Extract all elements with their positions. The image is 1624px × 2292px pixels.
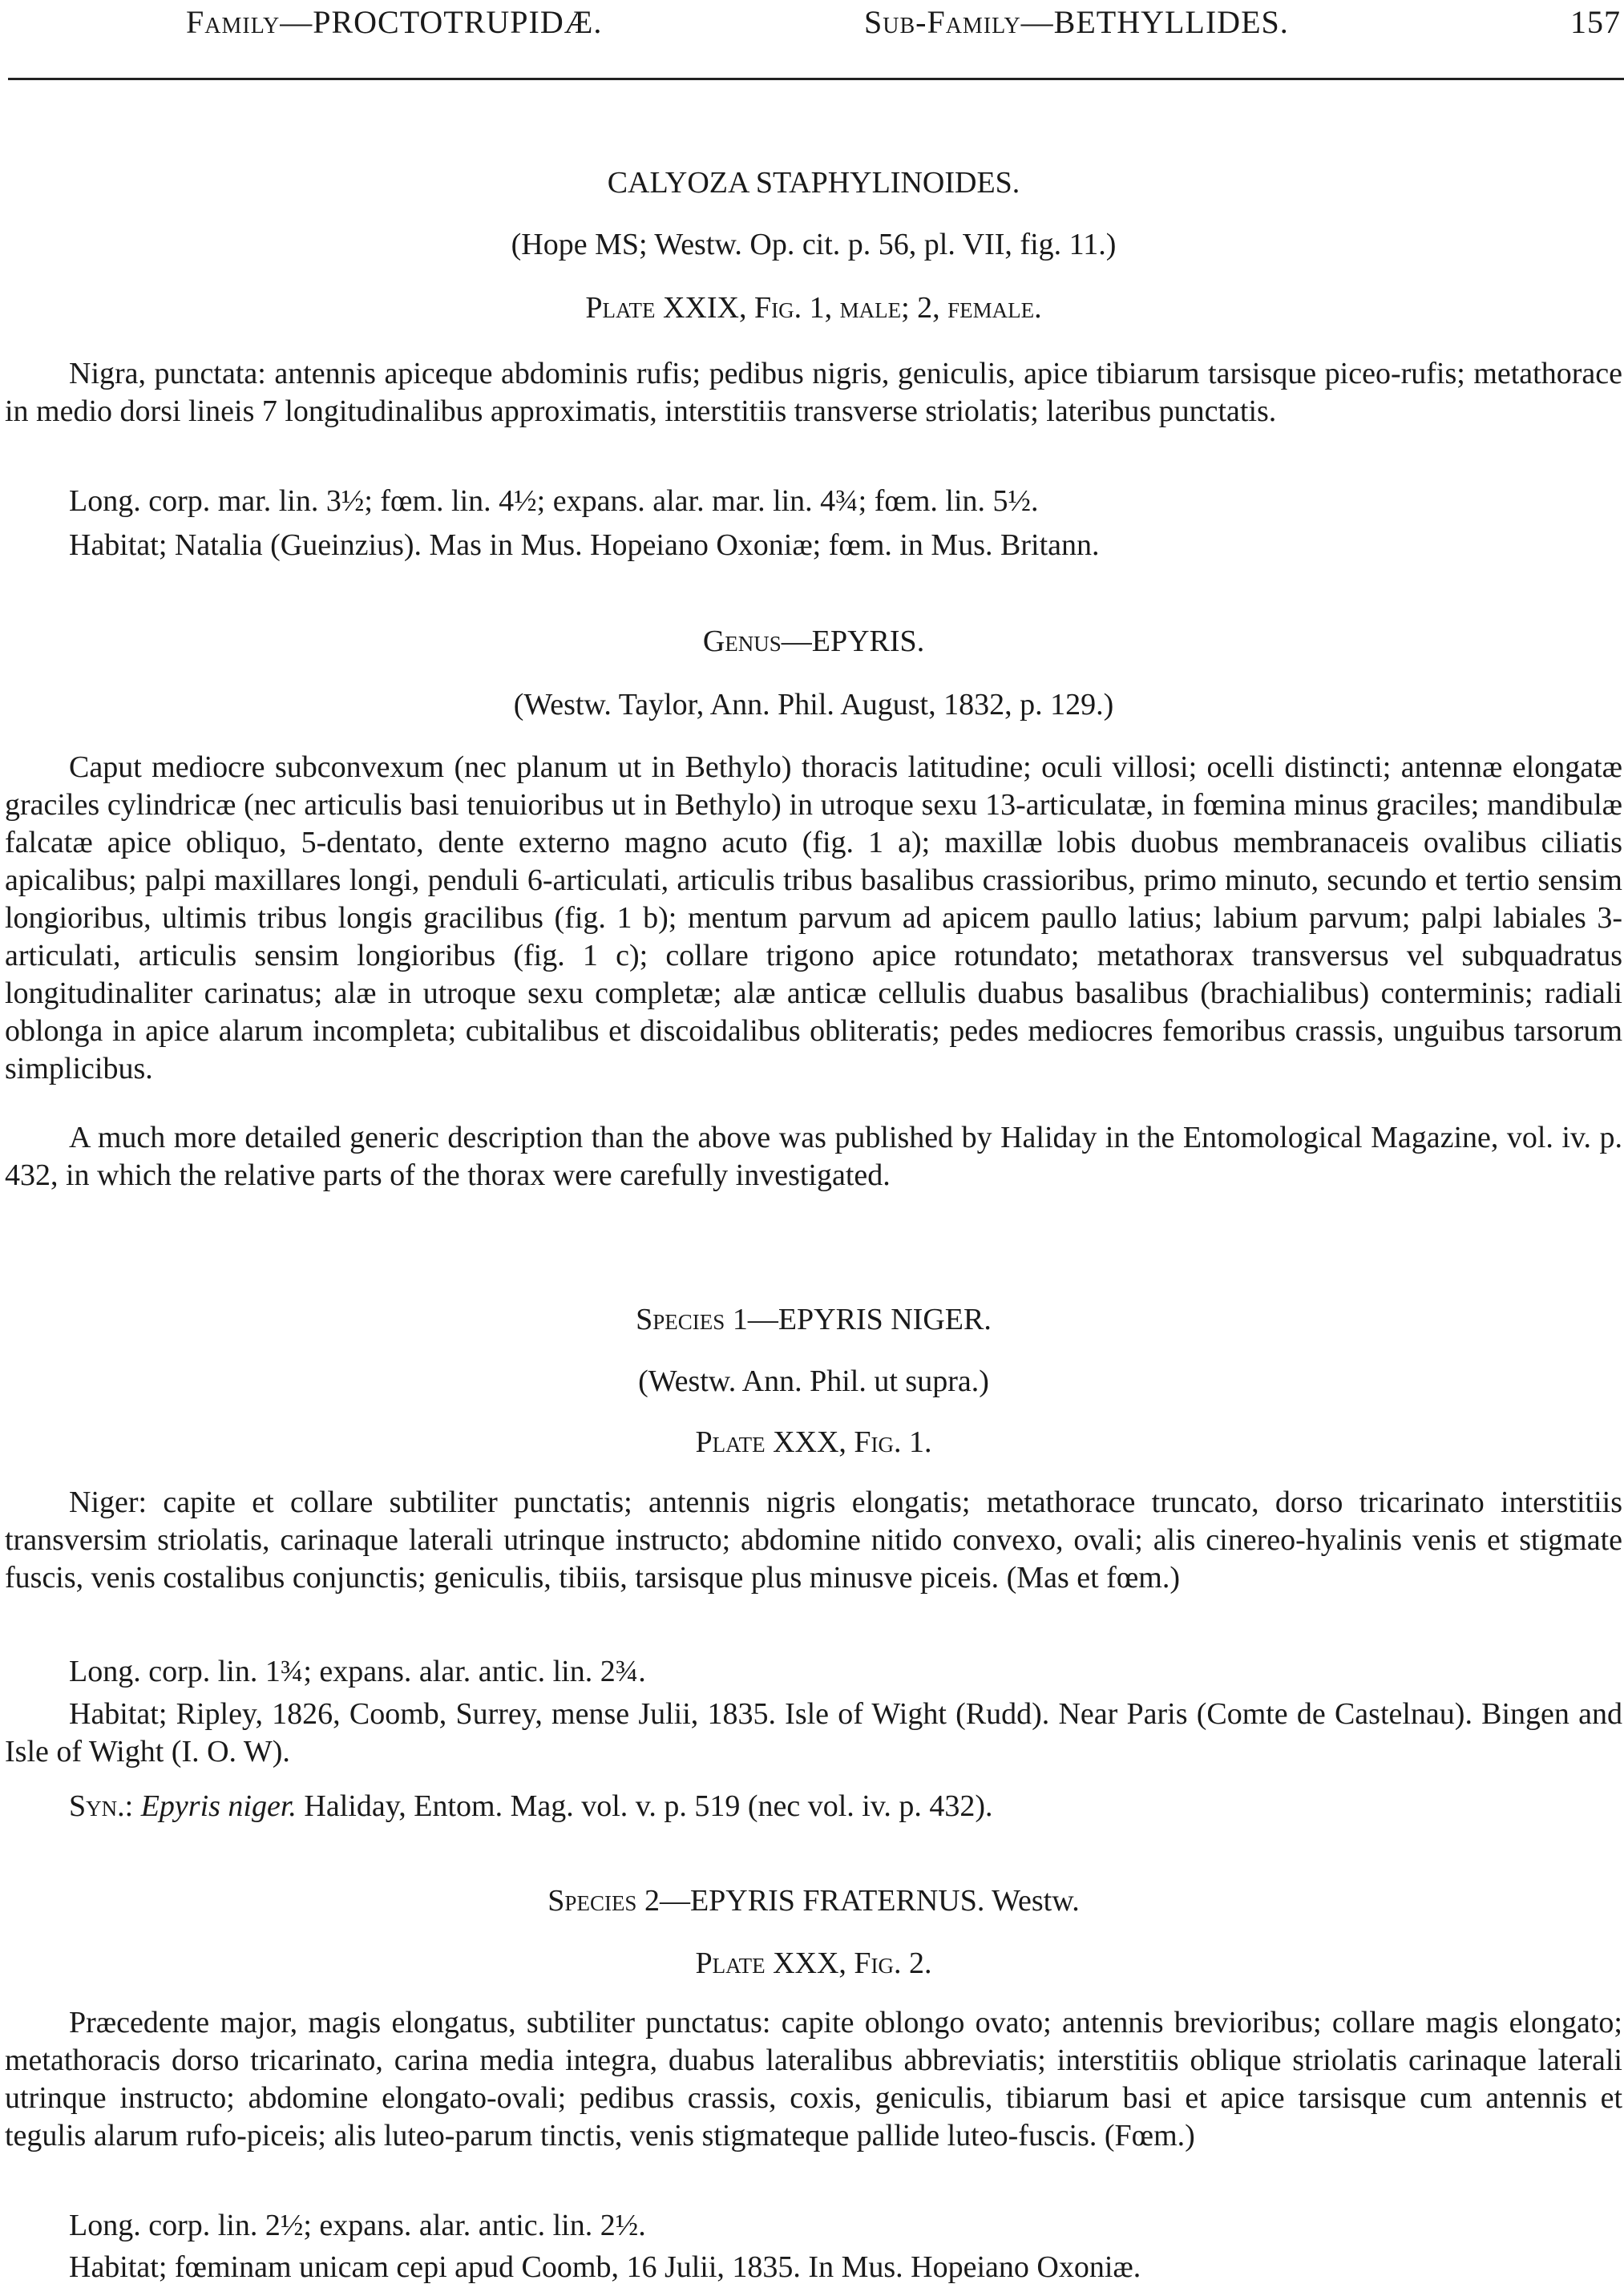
header-family [186, 3, 602, 41]
species1-habitat: Habitat; Ripley, 1826, Coomb, Surrey, mense Julii, 1835. Isle of Wight (Rudd). Near Paris (Comte de Castelnau). Bingen and Isle of Wight (I. O. W). [5, 1697, 1622, 1769]
calyoza-description: Nigra, punctata: antennis apiceque abdominis rufis; pedibus nigris, geniculis, apice tibiarum tarsisque piceo-rufis; metathorace in medio dorsi lineis 7 longitudinalibus approximatis, interstitiis transverse striolatis; lateribus punctatis. [5, 357, 1622, 428]
header-subfamily-name: —BETHYLLIDES. [1020, 4, 1289, 40]
genus-title-label: Genus [702, 625, 782, 658]
header-rule [8, 78, 1624, 80]
genus-reference: (Westw. Taylor, Ann. Phil. August, 1832, p. 129.) [513, 688, 1114, 722]
species1-description: Niger: capite et collare subtiliter punctatis; antennis nigris elongatis; metathorace truncato, dorso tricarinato interstitiis transversim striolatis, carinaque laterali utrinque instructo; abdomine nitido convexo, ovali; alis cinereo-hyalinis venis et stigmate fuscis, venis costalibus conjunctis; geniculis, tibiis, tarsisque plus minusve piceis. (Mas et fœm.) [5, 1486, 1622, 1595]
species2-description: Præcedente major, magis elongatus, subtiliter punctatus: capite oblongo ovato; antennis brevioribus; collare magis elongato; metathoracis dorso tricarinato, carina media integra, duabus lateralibus abbreviatis; interstitiis oblique striolatis carinaque laterali utrinque instructo; abdomine elongato-ovali; pedibus crassis, coxis, geniculis, tibiarum basi et apice tarsisque cum antennis et tegulis alarum rufo-piceis; alis luteo-parum tinctis, venis stigmateque pallide luteo-fuscis. (Fœm.) [5, 2006, 1622, 2153]
genus-title-name: —EPYRIS. [781, 625, 925, 658]
header-family-label: Family [186, 4, 281, 40]
species2-title-label: Species [547, 1884, 637, 1918]
species1-title-label: Species [636, 1303, 725, 1336]
header-subfamily [864, 3, 1289, 41]
species1-plate: Plate XXX, Fig. 1. [695, 1425, 932, 1459]
calyoza-length: Long. corp. mar. lin. 3½; fœm. lin. 4½; expans. alar. mar. lin. 4¾; fœm. lin. 5½. [69, 484, 1039, 518]
running-header [0, 0, 1624, 67]
genus-description: Caput mediocre subconvexum (nec planum ut in Bethylo) thoracis latitudine; oculi villosi; ocelli distincti; antennæ elongatæ graciles cylindricæ (nec articulis basi tenuioribus ut in Bethylo) in utroque sexu 13-articulatæ, in fœmina minus graciles; mandibulæ falcatæ apice obliquo, 5-dentato, dente externo magno acuto (fig. 1 a); maxillæ lobis duobus membranaceis ovalibus ciliatis apicalibus; palpi maxillares longi, penduli 6-articulati, articulis tribus basalibus crassioribus, primo minuto, secundo et tertio sensim longioribus, ultimis tribus longis gracilibus (fig. 1 b); mentum parvum ad apicem paullo latius; labium parvum; palpi labiales 3-articulati, articulis sensim longioribus (fig. 1 c); collare trigono apice rotundato; metathorax transversus vel subquadratus longitudinaliter carinatus; alæ in utroque sexu completæ; alæ anticæ cellulis duabus basalibus (brachialibus) conterminis; radiali oblonga in apice alarum incompleta; cubitalibus et discoidalibus obliteratis; pedes mediocres femoribus crassis, unguibus tarsorum simplicibus. [5, 750, 1622, 1085]
calyoza-plate: Plate XXIX, Fig. 1, male; 2, female. [585, 291, 1042, 325]
species2-plate: Plate XXX, Fig. 2. [695, 1946, 932, 1980]
species1-synonym [5, 1788, 1624, 1825]
synonym-citation: Haliday, Entom. Mag. vol. v. p. 519 (nec vol. iv. p. 432). [304, 1789, 993, 1823]
species2-title-name: 2—EPYRIS FRATERNUS. Westw. [644, 1884, 1080, 1918]
species1-title [5, 1301, 1622, 1338]
species2-length: Long. corp. lin. 2½; expans. alar. antic. lin. 2½. [69, 2209, 646, 2242]
genus-title [5, 623, 1622, 660]
species2-title [5, 1882, 1622, 1919]
header-family-name: —PROCTOTRUPIDÆ. [280, 4, 603, 40]
genus-note: A much more detailed generic description than the above was published by Haliday in the Entomological Magazine, vol. iv. p. 432, in which the relative parts of the thorax were carefully investigated. [5, 1121, 1622, 1192]
header-subfamily-label: Sub-Family [864, 4, 1021, 40]
species1-length: Long. corp. lin. 1¾; expans. alar. antic. lin. 2¾. [69, 1655, 646, 1688]
synonym-label: Syn.: [69, 1789, 134, 1823]
species1-reference: (Westw. Ann. Phil. ut supra.) [638, 1364, 989, 1398]
synonym-name: Epyris niger. [140, 1789, 297, 1823]
species2-habitat: Habitat; fœminam unicam cepi apud Coomb, 16 Julii, 1835. In Mus. Hopeiano Oxoniæ. [69, 2250, 1141, 2284]
calyoza-reference: (Hope MS; Westw. Op. cit. p. 56, pl. VII, fig. 11.) [511, 228, 1117, 261]
calyoza-habitat: Habitat; Natalia (Gueinzius). Mas in Mus. Hopeiano Oxoniæ; fœm. in Mus. Britann. [69, 528, 1100, 562]
calyoza-title: CALYOZA STAPHYLINOIDES. [607, 166, 1020, 200]
species1-title-name: 1—EPYRIS NIGER. [732, 1303, 992, 1336]
page-number: 157 [1570, 4, 1621, 40]
